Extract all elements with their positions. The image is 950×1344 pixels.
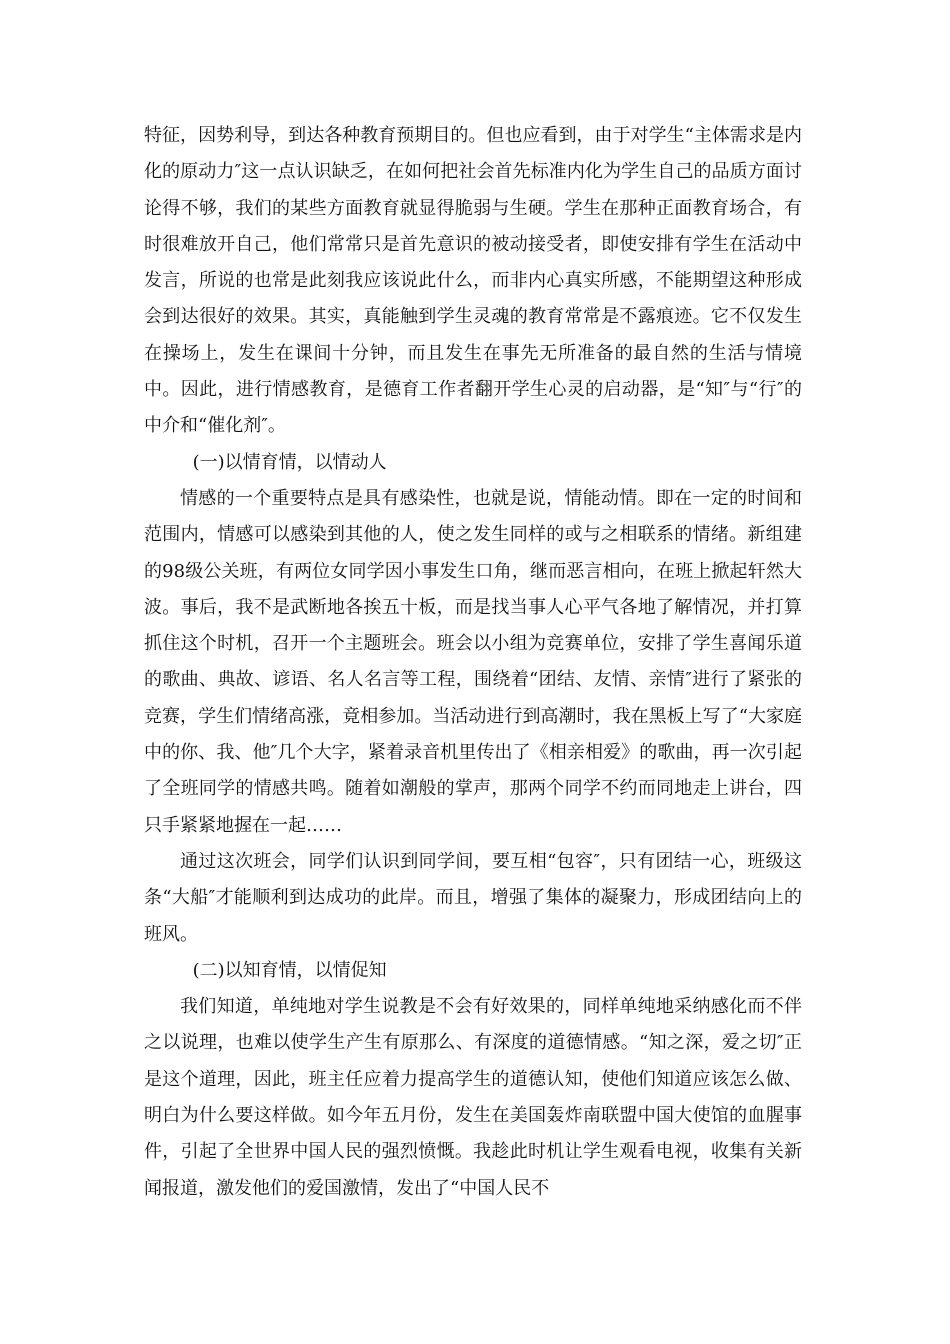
paragraph-class-meeting-result: 通过这次班会，同学们认识到同学间，要互相“包容″，只有团结一心，班级这条“大船″才能顺利到达成功的此岸。而且，增强了集体的凝聚力，形成团结向上的班风。 bbox=[144, 850, 802, 945]
section-heading-2: (二)以知育情，以情促知 bbox=[192, 959, 387, 981]
paragraph-intro: 特征，因势利导，到达各种教育预期目的。但也应看到，由于对学生“主体需求是内化的原动力″这一点认识缺乏，在如何把社会首先标准内化为学生自己的品质方面讨论得不够，我们的某些方面教育就显得脆弱与生硬。学生在那种正面教育场合，有时很难放开自己，他们常常只是首先意识的被动接受者，即使安排有学生在活动中发言，所说的也常是此刻我应该说此什么，而非内心真实所感，不能期望这种形成会到达很好的效果。其实，真能触到学生灵魂的教育常常是不露痕迹。它不仅发生在操场上，发生在课间十分钟，而且发生在事先无所准备的最自然的生活与情境中。因此，进行情感教育，是德育工作者翻开学生心灵的启动器，是“知″与“行″的中介和“催化剂″。 bbox=[144, 125, 802, 437]
document-page bbox=[144, 118, 802, 1207]
paragraph-knowledge-emotion: 我们知道，单纯地对学生说教是不会有好效果的，同样单纯地采纳感化而不伴之以说理，也难以使学生产生有原那么、有深度的道德情感。“知之深，爱之切″正是这个道理，因此，班主任应着力提高学生的道德认知，使他们知道应该怎么做、明白为什么要这样做。如今年五月份，发生在美国轰炸南联盟中国大使馆的血腥事件，引起了全世界中国人民的强烈愤慨。我趁此时机让学生观看电视，收集有关新闻报道，激发他们的爱国激情，发出了“中国人民不 bbox=[144, 996, 802, 1199]
section-heading-1: (一)以情育情，以情动人 bbox=[192, 451, 387, 473]
paragraph-emotion-infection: 情感的一个重要特点是具有感染性，也就是说，情能动情。即在一定的时间和范围内，情感可以感染到其他的人，使之发生同样的或与之相联系的情绪。新组建的98级公关班，有两位女同学因小事发生口角，继而恶言相向，在班上掀起轩然大波。事后，我不是武断地各挨五十板，而是找当事人心平气各地了解情况，并打算抓住这个时机，召开一个主题班会。班会以小组为竞赛单位，安排了学生喜闻乐道的歌曲、典故、谚语、名人名言等工程，围绕着“团结、友情、亲情″进行了紧张的竞赛，学生们情绪高涨，竟相参加。当活动进行到高潮时，我在黑板上写了“大家庭中的你、我、他″几个大字，紧着录音机里传出了《相亲相爱》的歌曲，再一次引起了全班同学的情感共鸣。随着如潮般的掌声，那两个同学不约而同地走上讲台，四只手紧紧地握在一起…… bbox=[144, 487, 802, 836]
